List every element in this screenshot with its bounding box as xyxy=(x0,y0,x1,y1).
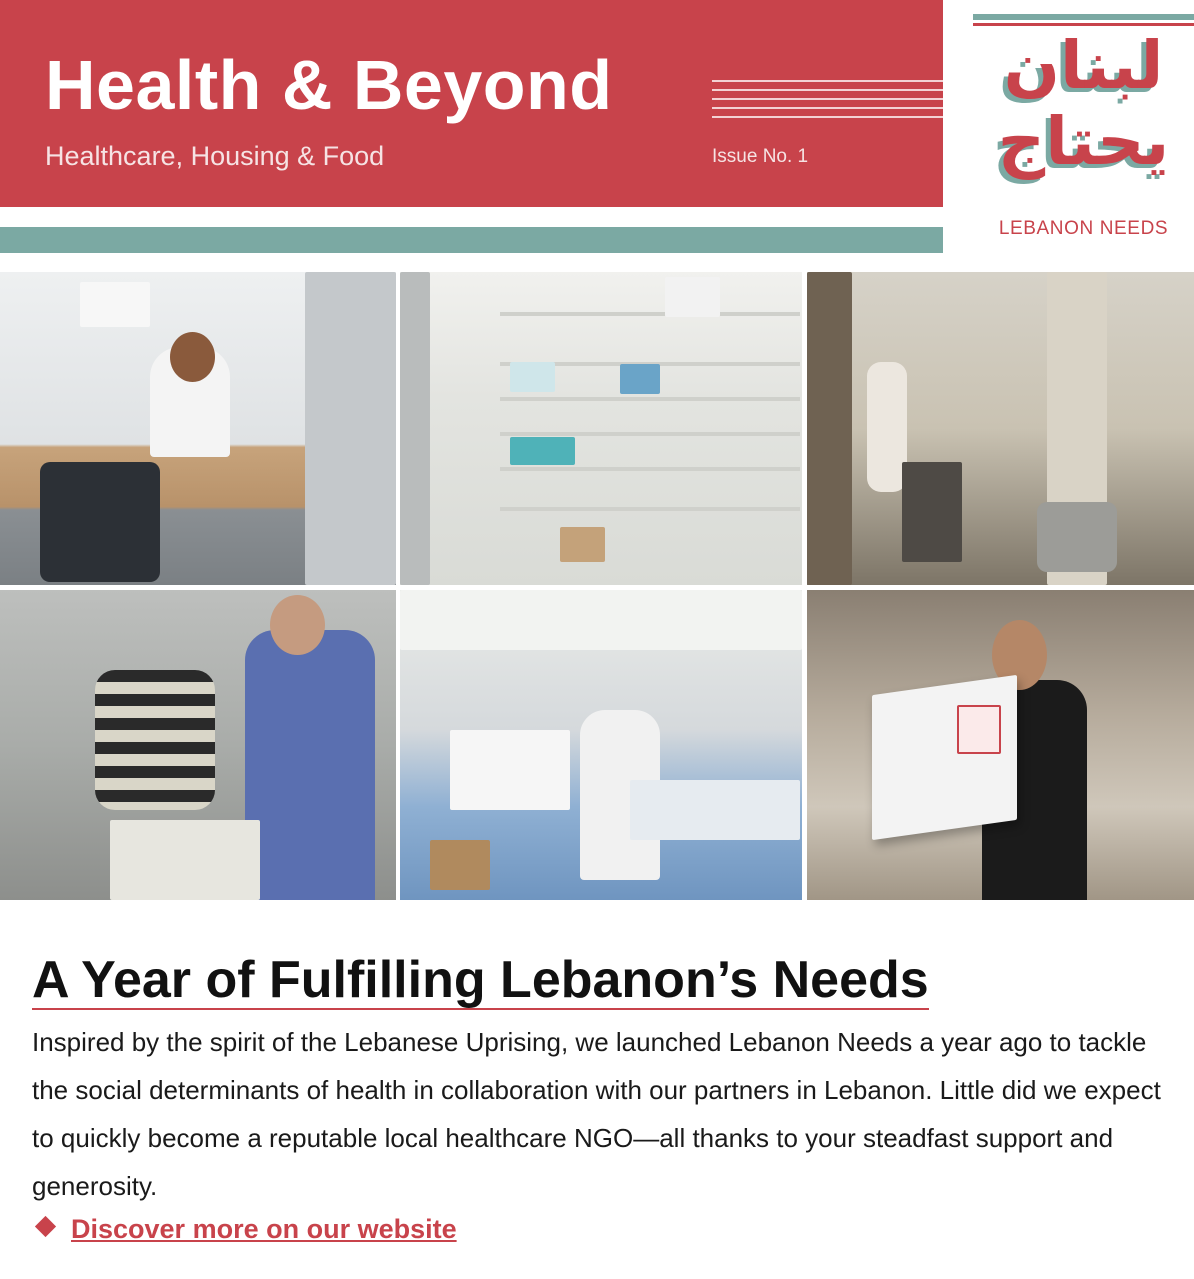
logo-arabic-text: لبنان يحتاج xyxy=(997,27,1170,180)
boy-holding-aid-box-photo xyxy=(807,590,1194,900)
doctor-at-desk-photo xyxy=(0,272,396,585)
logo-english-text: LEBANON NEEDS xyxy=(998,218,1169,239)
issue-number: Issue No. 1 xyxy=(712,146,809,167)
article-headline: A Year of Fulfilling Lebanon’s Needs xyxy=(32,951,929,1009)
logo-stripe xyxy=(973,14,1194,20)
website-cta xyxy=(34,1214,457,1245)
decorative-lines xyxy=(712,80,943,125)
logo-stripe xyxy=(973,23,1194,26)
medical-supply-shelves-photo xyxy=(400,272,802,585)
article-body: Inspired by the spirit of the Lebanese Uprising, we launched Lebanon Needs a year ago to tackle the social determinants of health in collaboration with our partners in Lebanon. Little did we expect to quickly become a reputable local healthcare NGO—all thanks to your steadfast support and generosity. xyxy=(32,1027,1161,1201)
men-repairing-equipment-photo xyxy=(0,590,396,900)
sewing-workshop-photo xyxy=(400,590,802,900)
diamond-bullet-icon xyxy=(35,1216,56,1237)
header-divider xyxy=(0,227,943,253)
newsletter-subtitle: Healthcare, Housing & Food xyxy=(45,141,385,171)
header-banner xyxy=(0,0,943,207)
newsletter-title: Health & Beyond xyxy=(45,46,613,124)
volunteers-in-damaged-clinic-photo xyxy=(807,272,1194,585)
lebanon-needs-logo[interactable] xyxy=(973,0,1194,253)
discover-website-link[interactable]: Discover more on our website xyxy=(71,1214,457,1244)
